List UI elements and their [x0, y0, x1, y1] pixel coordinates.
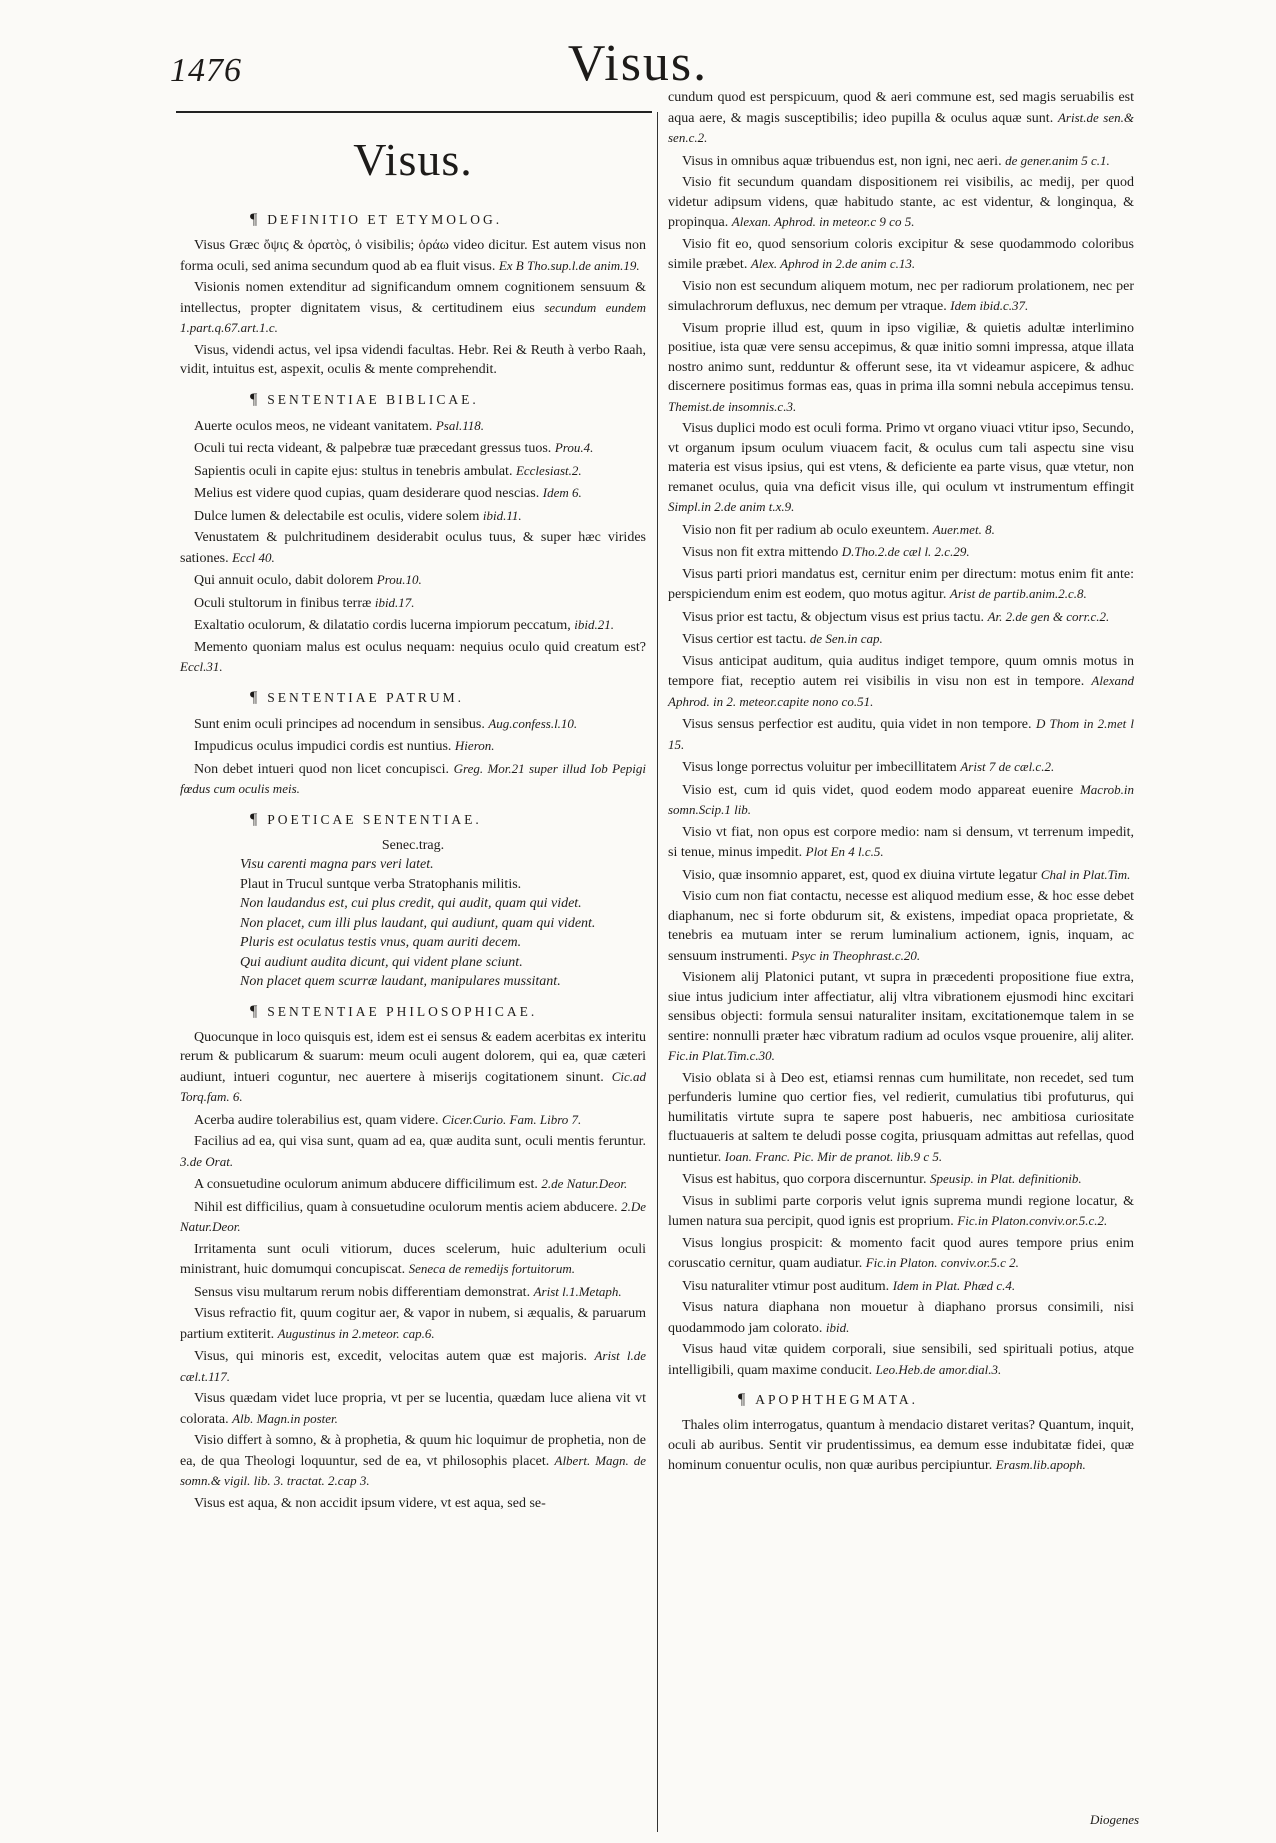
paragraph [668, 1416, 1134, 1476]
paragraph [180, 1197, 646, 1238]
citation: Hieron. [454, 738, 495, 753]
paragraph [180, 1304, 646, 1344]
right-column [668, 88, 1134, 1478]
paragraph-text: Memento quoniam malus est oculus nequam: nequius oculo quid creatum est? [194, 639, 646, 655]
citation: Psyc in Theophrast.c.20. [791, 947, 921, 963]
paragraph [668, 865, 1134, 886]
paragraph [180, 1028, 646, 1108]
paragraph-text: Visus longe porrectus voluitur per imbecillitatem [682, 760, 957, 775]
section-heading [250, 810, 646, 830]
citation: 2.de Natur.Deor. [541, 1176, 628, 1191]
paragraph-text: Visus, videndi actus, vel ipsa videndi facultas. Hebr. Rei & Reuth à verbo Raah, vidit, intuitus est, aspexit, oculis & mente comprehendit. [180, 342, 646, 377]
paragraph-text: Visus in omnibus aquæ tribuendus est, non igni, nec aeri. [682, 153, 1002, 169]
citation: 3.de Orat. [180, 1153, 234, 1169]
paragraph-text: Nihil est difficilius, quam à consuetudine oculorum mentis aciem abducere. [194, 1199, 618, 1215]
paragraph-text: Visus sensus perfectior est auditu, quia videt in non tempore. [682, 717, 1032, 732]
paragraph [668, 277, 1134, 317]
paragraph-text: Visio fit eo, quod sensorium coloris excipitur & sese quodammodo coloribus simile præbet. [668, 236, 1134, 272]
paragraph [668, 520, 1134, 541]
paragraph [180, 236, 646, 276]
citation: de gener.anim 5 c.1. [1005, 152, 1110, 168]
verse-line: Pluris est oculatus testis vnus, quam auriti decem. [240, 935, 522, 950]
right-column-body [668, 88, 1134, 1476]
pilcrow-icon: ¶ [738, 1391, 746, 1408]
paragraph-text: Visionis nomen extenditur ad significandum omnem cognitionem sensuum & intellectus, propter dignitatem visus, & certitudinem eius [180, 280, 646, 316]
citation: Arist l.de cæl.t.117. [180, 1348, 647, 1384]
paragraph-text: Visum proprie illud est, quum in ipso vigiliæ, & quietis adultæ interlimino positiue, ista quæ vere sensu accepimus, & quæ initio somni impressa, atque illata nostro animo sunt, redduntur & offerunt sese, ita vt videamur aspicere, & adhuc discernere positimus formas eas, quas in prima illa somni nebula accepimus tensu. [668, 320, 1134, 394]
citation: Seneca de remedijs fortuitorum. [408, 1261, 575, 1276]
paragraph-text: Sapientis oculi in capite ejus: stultus in tenebris ambulat. [194, 463, 513, 479]
paragraph [180, 1431, 646, 1492]
citation: Speusip. in Plat. definitionib. [930, 1171, 1082, 1186]
paragraph-text: Visio est, cum id quis videt, quod eodem modo appareat euenire [682, 782, 1074, 798]
paragraph [180, 593, 646, 614]
citation: Eccl 40. [232, 549, 275, 565]
citation: Greg. Mor.21 super illud Iob Pepigi fœdus cum oculis meis. [180, 760, 646, 796]
citation: Cicer.Curio. Fam. Libro 7. [442, 1111, 582, 1127]
paragraph-text: Visionem alij Platonici putant, vt supra in præcedenti propositione fiue extra, siue intus judicium inter affectiatur, alij vltra vibrationem ejusmodi hinc excitari sensibus objecti: formula sensui naturaliter insitam, excitationemque talem in se sentire: nonnulli præter hæc vibratum radium ad oculos vsque prouenire, alij aliter. [668, 970, 1134, 1044]
paragraph [668, 629, 1134, 650]
section-heading [250, 210, 646, 230]
paragraph-text: Qui annuit oculo, dabit dolorem [194, 573, 374, 588]
paragraph [668, 235, 1134, 275]
paragraph-text: Visus duplici modo est oculi forma. Primo vt organo viuaci vtitur ipso, Secundo, vt organum ipsum oculum viuacem facit, & oculus cum tali aspectu sine visu materia est visus ipsius, qui est vtens, & deficiente ea parte visus, quæ vtetur, non remanet oculus, quia vna deficit visus ille, qui oculum vt instrumentum effingit [668, 421, 1134, 495]
paragraph-text: Visus haud vitæ quidem corporali, siue sensibili, sed spirituali potius, atque intelligibili, quam maxime conducit. [668, 1342, 1134, 1378]
citation: ibid.11. [482, 507, 522, 523]
paragraph-text: Facilius ad ea, qui visa sunt, quam ad ea, quæ audita sunt, oculi mentis feruntur. [194, 1134, 646, 1149]
paragraph-text: Visus prior est tactu, & objectum visus est prius tactu. [682, 609, 985, 625]
citation: Ioan. Franc. Pic. Mir de pranot. lib.9 c 5. [724, 1148, 943, 1164]
citation: Plot En 4 l.c.5. [805, 844, 884, 859]
verse-line: Visu carenti magna pars veri latet. [240, 857, 434, 872]
running-head: Visus. [567, 35, 709, 92]
section-heading-text: SENTENTIAE PHILOSOPHICAE. [267, 1003, 538, 1019]
verse-line: Non laudandus est, cui plus credit, qui audit, quam qui videt. [240, 896, 582, 911]
paragraph [668, 1276, 1134, 1297]
paragraph-text: Visio cum non fiat contactu, necesse est aliquod medium esse, & hoc esse debet diaphanum, nec si forte obdurum sit, & existens, impediat opaca proprietate, & tenebris ea mutuam inter se rerum luminalium actionem, ignis, inquam, ac sensuum instrumenti. [668, 889, 1134, 964]
paragraph-text: Visus quædam videt luce propria, vt per se lucentia, quædam luce aliena vit vt colorata. [180, 1391, 646, 1427]
citation: Alex. Aphrod in 2.de anim c.13. [750, 256, 916, 271]
paragraph-text: Visus longius prospicit: & momento facit quod aures tempore prius enim coruscatio cernitur, quam audiatur. [668, 1235, 1134, 1271]
paragraph [668, 780, 1134, 821]
citation: Idem in Plat. Phæd c.4. [892, 1277, 1016, 1293]
citation: D.Tho.2.de cæl l. 2.c.29. [841, 544, 970, 559]
paragraph [668, 173, 1134, 233]
verse-line: Senec.trag. [381, 837, 445, 853]
paragraph-text: Visu naturaliter vtimur post auditum. [682, 1278, 890, 1294]
citation: 2.De Natur.Deor. [180, 1198, 647, 1234]
paragraph-text: Acerba audire tolerabilius est, quam videre. [194, 1112, 439, 1128]
paragraph-text: Visus natura diaphana non mouetur à diaphano prorsus consimili, nisi quodammodo jam colorato. [668, 1300, 1134, 1336]
section-heading-text: APOPHTHEGMATA. [755, 1392, 919, 1407]
citation: Alexan. Aphrod. in meteor.c 9 co 5. [731, 214, 915, 229]
paragraph [180, 341, 646, 380]
citation: ibid. [825, 1319, 850, 1335]
paragraph [668, 1169, 1134, 1190]
paragraph [180, 570, 646, 591]
citation: de Sen.in cap. [809, 631, 883, 646]
catchword: Diogenes [1090, 1812, 1140, 1827]
paragraph [668, 419, 1134, 518]
citation: Erasm.lib.apoph. [995, 1457, 1086, 1472]
verse-line: Qui audiunt audita dicunt, qui vident plane sciunt. [240, 954, 523, 970]
paragraph [668, 1234, 1134, 1274]
citation: Alexand Aphrod. in 2. meteor.capite nono co.51. [668, 673, 1135, 709]
citation: Cic.ad Torq.fam. 6. [180, 1068, 647, 1104]
paragraph [180, 1282, 646, 1303]
pilcrow-icon: ¶ [250, 1002, 258, 1020]
citation: Chal in Plat.Tim. [1040, 866, 1131, 882]
citation: Arist.de sen.& sen.c.2. [668, 109, 1134, 145]
citation: Ar. 2.de gen & corr.c.2. [987, 608, 1110, 624]
paragraph [668, 607, 1134, 628]
paragraph-text: Visus est habitus, quo corpora discernuntur. [682, 1172, 927, 1187]
paragraph-text: Impudicus oculus impudici cordis est nuntius. [194, 739, 452, 754]
paragraph [668, 151, 1134, 172]
citation: Idem 6. [542, 485, 582, 500]
citation: Prou.10. [376, 572, 422, 587]
paragraph-text: Oculi stultorum in finibus terræ [194, 595, 372, 611]
paragraph [668, 1298, 1134, 1338]
paragraph-text: Visio differt à somno, & à prophetia, & quum hic loquimur de prophetia, non de ea, de qua Theologi loquuntur, sed de ea, vt philosophis placet. [180, 1433, 646, 1469]
paragraph-text: Visus Græc ὄψις & ὁρατὸς, ὁ visibilis; ὁράω video dicitur. Est autem visus non forma oculi, sed anima secundum quod ab ea fluit visus. [180, 238, 646, 274]
citation: Arist 7 de cæl.c.2. [960, 759, 1055, 774]
paragraph-text: A consuetudine oculorum animum abducere difficilimum est. [194, 1177, 538, 1192]
paragraph [668, 652, 1134, 713]
verse-line: Non placet quem scurræ laudant, manipulares mussitant. [240, 974, 561, 989]
paragraph [180, 736, 646, 757]
citation: Ex B Tho.sup.l.de anim.19. [498, 257, 640, 273]
paragraph [180, 461, 646, 482]
paragraph [180, 438, 646, 459]
citation: Psal.118. [435, 417, 484, 433]
citation: Macrob.in somn.Scip.1 lib. [668, 781, 1135, 817]
paragraph-text: Sensus visu multarum rerum nobis differentiam demonstrat. [194, 1284, 531, 1300]
verse-line: Plaut in Trucul suntque verba Stratophanis militis. [240, 876, 522, 892]
paragraph [180, 1389, 646, 1429]
citation: Idem ibid.c.37. [950, 298, 1029, 313]
paragraph [180, 1132, 646, 1172]
section-heading-text: SENTENTIAE PATRUM. [267, 689, 465, 705]
paragraph [180, 483, 646, 504]
paragraph-text: Auerte oculos meos, ne videant vanitatem. [194, 418, 433, 434]
paragraph [180, 416, 646, 437]
paragraph [180, 1240, 646, 1280]
column-divider [657, 112, 658, 1832]
citation: Auer.met. 8. [932, 521, 995, 537]
paragraph [668, 319, 1134, 418]
paragraph [180, 638, 646, 678]
citation: Aug.confess.l.10. [488, 715, 578, 731]
section-heading-text: DEFINITIO ET ETYMOLOG. [267, 212, 503, 227]
section-heading [738, 1390, 1134, 1410]
article-title: Visus. [353, 134, 473, 185]
paragraph-text: Visus parti priori mandatus est, cernitur enim per directum: motus enim fit ante: perspiciendum enim est eodem, quo motus agitur. [668, 566, 1134, 602]
section-heading-text: POETICAE SENTENTIAE. [267, 811, 482, 827]
section-heading [250, 688, 646, 708]
paragraph [180, 615, 646, 636]
citation: Fic.in Platon.conviv.or.5.c.2. [957, 1213, 1108, 1228]
paragraph-text: Non debet intueri quod non licet concupisci. [194, 761, 450, 777]
paragraph-text: Exaltatio oculorum, & dilatatio cordis lucerna impiorum peccatum, [194, 618, 571, 633]
paragraph [668, 565, 1134, 605]
paragraph-text: cundum quod est perspicuum, quod & aeri commune est, sed magis seruabilis est aqua aere, & magis susceptibilis; ideo pupilla & oculus aquæ sunt. [668, 90, 1134, 126]
paragraph [180, 759, 646, 800]
paragraph [180, 1494, 646, 1514]
left-column-body-continued [180, 1002, 646, 1514]
citation: ibid.17. [374, 594, 415, 610]
paragraph [180, 528, 646, 568]
paragraph-text: Visio vt fiat, non opus est corpore medio: nam si densum, vt terrenum impedit, si tenue, minus impedit. [668, 824, 1134, 860]
citation: Leo.Heb.de amor.dial.3. [875, 1361, 1002, 1377]
paragraph [668, 714, 1134, 755]
paragraph-text: Visio, quæ insomnio apparet, est, quod ex diuina virtute legatur [682, 867, 1038, 883]
citation: Fic.in Platon. conviv.or.5.c 2. [865, 1255, 1019, 1270]
poetic-verses [180, 836, 646, 992]
citation: Arist l.1.Metaph. [533, 1283, 622, 1299]
paragraph [180, 1346, 646, 1387]
paragraph-text: Visus, qui minoris est, excedit, velocitas autem quæ est majoris. [194, 1349, 588, 1364]
paragraph-text: Melius est videre quod cupias, quam desiderare quod nescias. [194, 486, 540, 501]
paragraph-text: Visus in sublimi parte corporis velut ignis suprema mundi regione locatur, & lumen natura sua percipit, quod ignis est proprium. [668, 1193, 1134, 1229]
citation: Simpl.in 2.de anim t.x.9. [668, 499, 795, 514]
paragraph [668, 887, 1134, 966]
paragraph [180, 278, 646, 339]
section-heading [250, 1002, 646, 1022]
paragraph-text: Oculi tui recta videant, & palpebræ tuæ præcedant gressus tuos. [194, 441, 552, 456]
paragraph-text: Visus refractio fit, quum cogitur aer, & vapor in nubem, si æqualis, & paruarum partium extiterit. [180, 1306, 646, 1342]
verse-line: Non placet, cum illi plus laudant, qui audiunt, quam qui vident. [240, 915, 596, 931]
page-number: 1476 [170, 52, 242, 89]
paragraph [668, 542, 1134, 563]
citation: secundum eundem 1.part.q.67.art.1.c. [180, 299, 646, 335]
paragraph-text: Visus est aqua, & non accidit ipsum videre, vt est aqua, sed se- [194, 1495, 546, 1511]
paragraph-text: Visio fit secundum quandam dispositionem rei visibilis, ac medij, per quod videtur adipsum videns, quæ habitudo stante, ac est videntur, & longinqua, & propinqua. [668, 175, 1134, 230]
paragraph [180, 506, 646, 527]
paragraph [668, 1069, 1134, 1168]
paragraph [668, 1192, 1134, 1232]
paragraph [668, 1340, 1134, 1380]
paragraph [668, 823, 1134, 863]
citation: Prou.4. [554, 440, 594, 455]
section-heading [250, 390, 646, 410]
paragraph-text: Quocunque in loco quisquis est, idem est ei sensus & eadem acerbitas ex interitu rerum & publicarum & suarum: meum oculi augent dolorem, qui ea, quæ cæteri audiunt, intueri coguntur, nec auertere à miserijs cogitationem sinunt. [180, 1029, 646, 1085]
citation: Albert. Magn. de somn.& vigil. lib. 3. tractat. 2.cap 3. [180, 1452, 647, 1488]
pilcrow-icon: ¶ [250, 211, 258, 228]
paragraph [180, 1110, 646, 1131]
paragraph-text: Dulce lumen & delectabile est oculis, videre solem [194, 508, 480, 524]
paragraph [180, 714, 646, 735]
paragraph-text: Venustatem & pulchritudinem desiderabit oculus tuus, & super hæc virides sationes. [180, 530, 646, 566]
paragraph-text: Visus non fit extra mittendo [682, 545, 839, 560]
pilcrow-icon: ¶ [250, 688, 258, 706]
paragraph-text: Visio non est secundum aliquem motum, nec per radiorum prolationem, nec per simulachrorum defluxus, nec demum per vtraque. [668, 278, 1134, 314]
section-heading-text: SENTENTIAE BIBLICAE. [267, 391, 479, 407]
paragraph-text: Visio non fit per radium ab oculo exeuntem. [682, 522, 930, 538]
paragraph-text: Sunt enim oculi principes ad nocendum in sensibus. [194, 716, 485, 732]
paragraph [668, 88, 1134, 149]
paragraph-text: Thales olim interrogatus, quantum à mendacio distaret veritas? Quantum, inquit, oculi ab auribus. Sentit vir prudentissimus, ea demum esse indubitatæ fidei, quæ hominum conuentur oculis, non quæ auribus percipiuntur. [668, 1418, 1134, 1473]
citation: ibid.21. [574, 617, 614, 632]
paragraph [668, 968, 1134, 1067]
citation: D Thom in 2.met l 15. [668, 716, 1135, 752]
left-column [180, 122, 646, 1515]
citation: Ecclesiast.2. [515, 462, 582, 478]
citation: Augustinus in 2.meteor. cap.6. [277, 1325, 435, 1341]
citation: Arist de partib.anim.2.c.8. [949, 586, 1087, 601]
left-column-body [180, 210, 646, 830]
citation: Eccl.31. [180, 659, 223, 674]
paragraph-text: Irritamenta sunt oculi vitiorum, duces scelerum, huic adulterium oculi ministrant, huic domumqui concupiscat. [180, 1241, 646, 1277]
citation: Alb. Magn.in poster. [232, 1410, 338, 1426]
header-rule [176, 111, 652, 113]
paragraph [668, 757, 1134, 778]
pilcrow-icon: ¶ [250, 810, 258, 828]
paragraph-text: Visus certior est tactu. [682, 632, 807, 647]
citation: Themist.de insomnis.c.3. [668, 398, 797, 414]
pilcrow-icon: ¶ [250, 390, 258, 408]
paragraph-text: Visio oblata si à Deo est, etiamsi rennas cum humilitate, non recedet, sed tum perfunderis lumine quo certior fies, vel redierit, cumulatius tibi profuturus, qui humilitatis virtute supra te sapere post habueris, nec ambitiosa curiositate fluctuaueris at saltem te deludi posse cogita, priusquam admittas aut refellas, quod nuntietur. [668, 1070, 1134, 1165]
citation: Fic.in Plat.Tim.c.30. [668, 1048, 775, 1063]
paragraph-text: Visus anticipat auditum, quia auditus indiget tempore, quum omnis motus in tempore fiat, receptio autem rei visibilis in visu non est in tempore. [668, 653, 1134, 689]
paragraph [180, 1174, 646, 1195]
